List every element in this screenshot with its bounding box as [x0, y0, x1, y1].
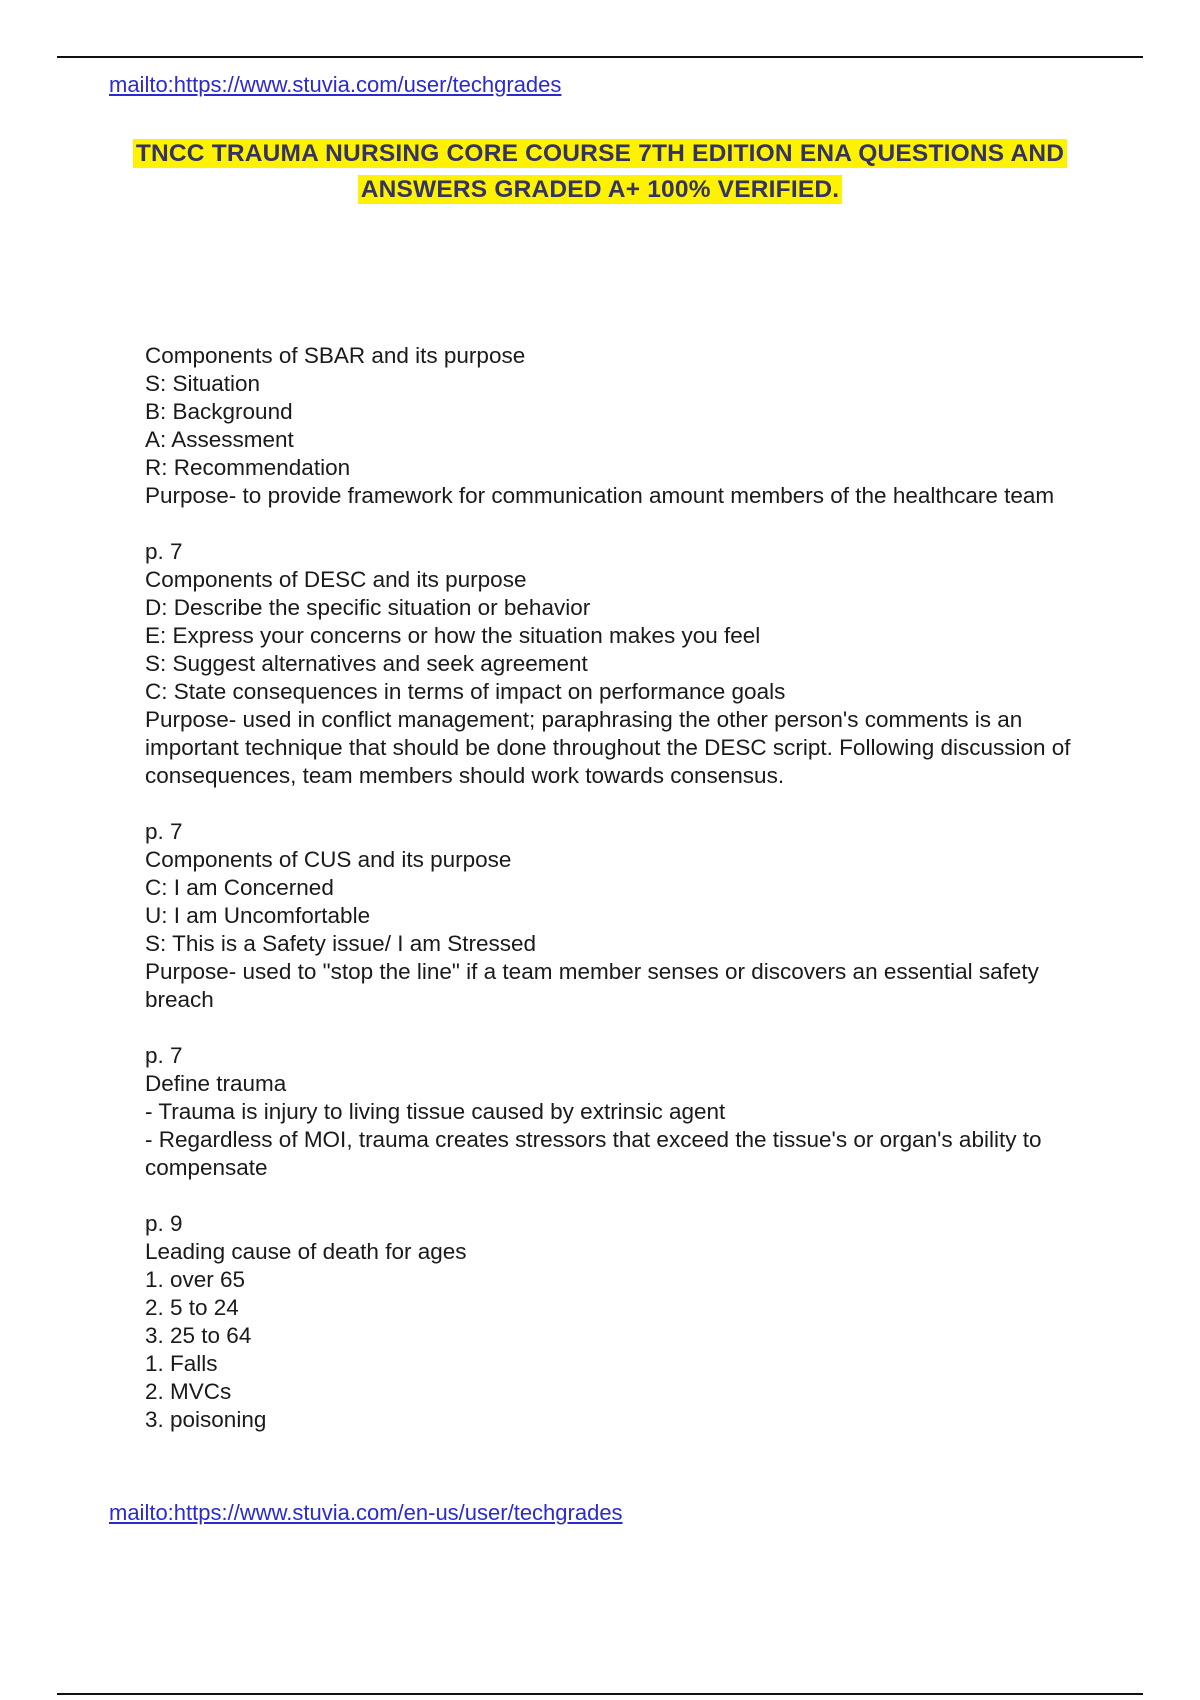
document-body: [145, 342, 1105, 1462]
qa-block-leading-cause: [145, 1210, 1105, 1434]
purpose-line: Purpose- used to "stop the line" if a team member senses or discovers an essential safety breach: [145, 959, 1046, 1012]
question-line: Components of DESC and its purpose: [145, 567, 527, 592]
document-title: [100, 136, 1100, 208]
answer-line: S: Situation: [145, 371, 261, 396]
answer-line: 2. 5 to 24: [145, 1295, 239, 1320]
header-link[interactable]: mailto:https://www.stuvia.com/user/techgrades: [109, 72, 562, 97]
question-line: Define trauma: [145, 1071, 287, 1096]
answer-line: A: Assessment: [145, 427, 294, 452]
page-reference: p. 9: [145, 1211, 183, 1236]
top-rule: [57, 56, 1143, 58]
answer-line: B: Background: [145, 399, 293, 424]
qa-block-cus: [145, 818, 1105, 1014]
question-line: Components of SBAR and its purpose: [145, 343, 526, 368]
answer-line: 2. MVCs: [145, 1379, 232, 1404]
qa-block-desc: [145, 538, 1105, 790]
question-line: Leading cause of death for ages: [145, 1239, 467, 1264]
answer-line: U: I am Uncomfortable: [145, 903, 371, 928]
answer-line: S: This is a Safety issue/ I am Stressed: [145, 931, 536, 956]
qa-block-sbar: [145, 342, 1105, 510]
answer-line: 3. 25 to 64: [145, 1323, 252, 1348]
answer-line: E: Express your concerns or how the situation makes you feel: [145, 623, 761, 648]
answer-line: S: Suggest alternatives and seek agreement: [145, 651, 588, 676]
answer-line: R: Recommendation: [145, 455, 351, 480]
answer-line: 3. poisoning: [145, 1407, 267, 1432]
page-reference: p. 7: [145, 539, 183, 564]
page-reference: p. 7: [145, 819, 183, 844]
answer-line: 1. over 65: [145, 1267, 246, 1292]
answer-line: C: State consequences in terms of impact on performance goals: [145, 679, 786, 704]
qa-block-trauma: [145, 1042, 1105, 1182]
footer-link[interactable]: mailto:https://www.stuvia.com/en-us/user/techgrades: [109, 1500, 623, 1525]
bottom-rule: [57, 1693, 1143, 1695]
purpose-line: Purpose- to provide framework for communication amount members of the healthcare team: [145, 483, 1055, 508]
question-line: Components of CUS and its purpose: [145, 847, 512, 872]
page-reference: p. 7: [145, 1043, 183, 1068]
title-highlight: TNCC TRAUMA NURSING CORE COURSE 7TH EDITION ENA QUESTIONS AND ANSWERS GRADED A+ 100% VERIFIED.: [133, 139, 1067, 204]
answer-line: D: Describe the specific situation or behavior: [145, 595, 591, 620]
answer-line: C: I am Concerned: [145, 875, 334, 900]
answer-line: 1. Falls: [145, 1351, 218, 1376]
purpose-line: Purpose- used in conflict management; paraphrasing the other person's comments is an important technique that should be done throughout the DESC script. Following discussion of consequences, team members should work towards consensus.: [145, 707, 1077, 788]
answer-line: - Trauma is injury to living tissue caused by extrinsic agent: [145, 1099, 726, 1124]
answer-line: - Regardless of MOI, trauma creates stressors that exceed the tissue's or organ's ability to compensate: [145, 1127, 1048, 1180]
